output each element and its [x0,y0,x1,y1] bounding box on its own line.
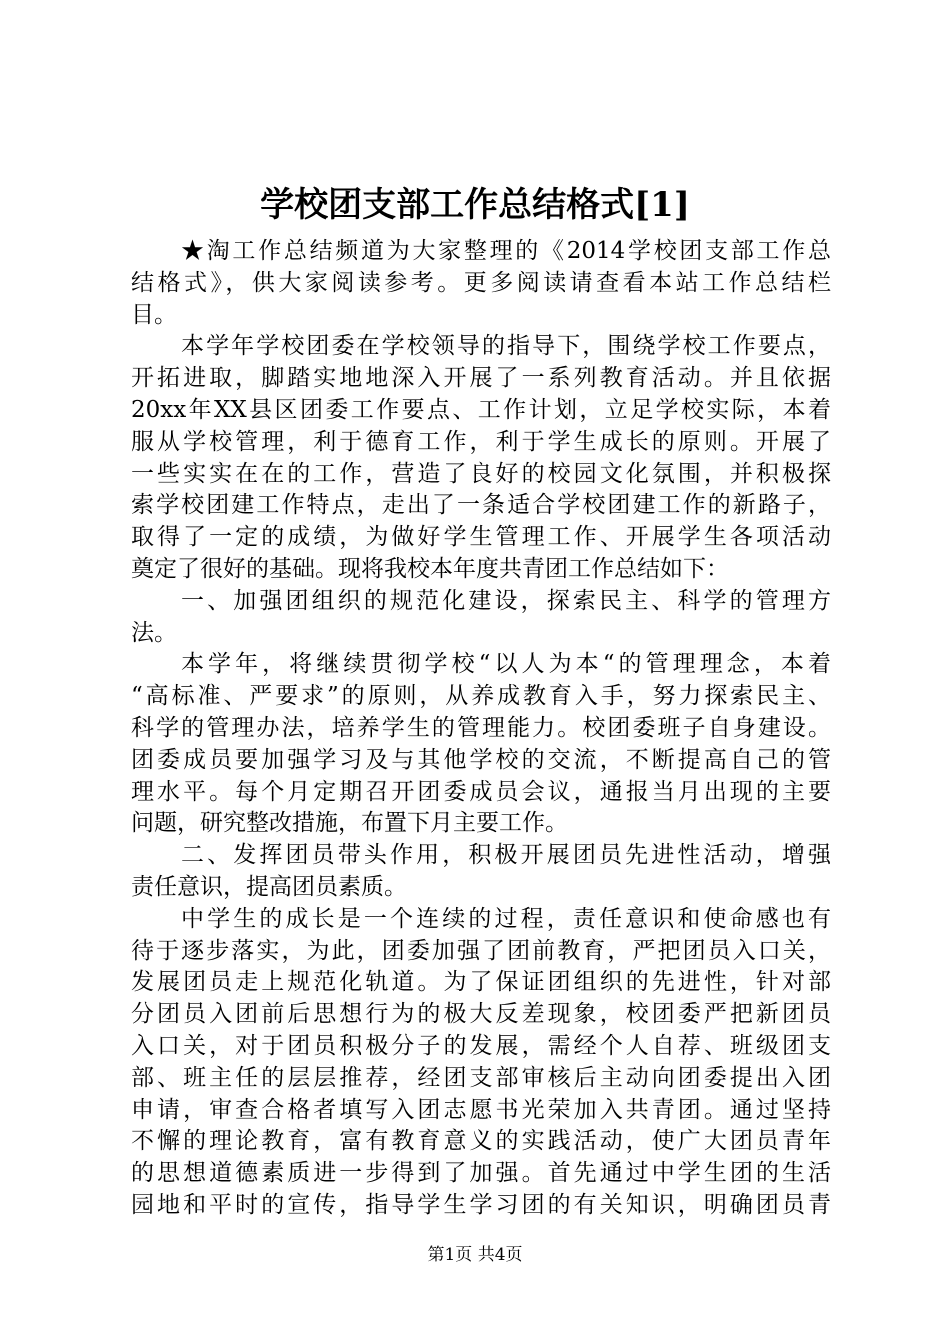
paragraph-line: 本学年，将继续贯彻学校“以人为本“的管理理念，本着 [181,651,831,678]
section-heading-line: 一、加强团组织的规范化建设，探索民主、科学的管理方 [181,587,831,614]
section-heading-line: 法。 [131,619,177,646]
paragraph-line: 目。 [131,301,177,328]
paragraph-line: “高标准、严要求”的原则，从养成教育入手，努力探索民主、 [131,683,831,710]
paragraph-line: 奠定了很好的基础。现将我校本年度共青团工作总结如下： [131,555,729,582]
paragraph-line: ★淘工作总结频道为大家整理的《2014学校团支部工作总 [181,238,831,264]
paragraph-line: 发展团员走上规范化轨道。为了保证团组织的先进性，针对部 [131,969,831,996]
paragraph-line: 分团员入团前后思想行为的极大反差现象，校团委严把新团员 [131,1001,831,1028]
paragraph-line: 待于逐步落实，为此，团委加强了团前教育，严把团员入口关， [131,937,831,964]
paragraph-line: 服从学校管理，利于德育工作，利于学生成长的原则。开展了 [131,428,831,455]
paragraph-line: 团委成员要加强学习及与其他学校的交流，不断提高自己的管 [131,746,831,773]
section-heading-line: 二、发挥团员带头作用，积极开展团员先进性活动，增强 [181,842,831,869]
document-body [131,236,831,1222]
paragraph-line: 理水平。每个月定期召开团委成员会议，通报当月出现的主要 [131,778,831,805]
paragraph-line: 中学生的成长是一个连续的过程，责任意识和使命感也有 [181,905,831,932]
paragraph-line: 本学年学校团委在学校领导的指导下，围绕学校工作要点， [181,333,831,360]
paragraph-line: 一些实实在在的工作，营造了良好的校园文化氛围，并积极探 [131,460,831,487]
paragraph-line: 科学的管理办法，培养学生的管理能力。校团委班子自身建设。 [131,714,831,741]
paragraph-line: 索学校团建工作特点，走出了一条适合学校团建工作的新路子， [131,492,831,519]
paragraph-line: 入口关，对于团员积极分子的发展，需经个人自荐、班级团支 [131,1032,831,1059]
paragraph-line: 部、班主任的层层推荐，经团支部审核后主动向团委提出入团 [131,1064,831,1091]
paragraph-line: 问题，研究整改措施，布置下月主要工作。 [131,810,568,837]
paragraph-line: 不懈的理论教育，富有教育意义的实践活动，使广大团员青年 [131,1128,831,1155]
page-footer: 第1页 共4页 [427,1245,523,1265]
paragraph-line: 的思想道德素质进一步得到了加强。首先通过中学生团的生活 [131,1160,831,1187]
paragraph-line: 结格式》，供大家阅读参考。更多阅读请查看本站工作总结栏 [131,269,831,296]
document-title: 学校团支部工作总结格式[1] [260,185,690,225]
paragraph-line: 园地和平时的宣传，指导学生学习团的有关知识，明确团员青 [131,1191,831,1218]
paragraph-line: 20xx年XX县区团委工作要点、工作计划，立足学校实际，本着 [131,396,831,423]
paragraph-line: 申请，审查合格者填写入团志愿书光荣加入共青团。通过坚持 [131,1096,831,1123]
paragraph-line: 开拓进取，脚踏实地地深入开展了一系列教育活动。并且依据 [131,365,831,392]
section-heading-line: 责任意识，提高团员素质。 [131,873,407,900]
paragraph-line: 取得了一定的成绩，为做好学生管理工作、开展学生各项活动 [131,524,831,551]
